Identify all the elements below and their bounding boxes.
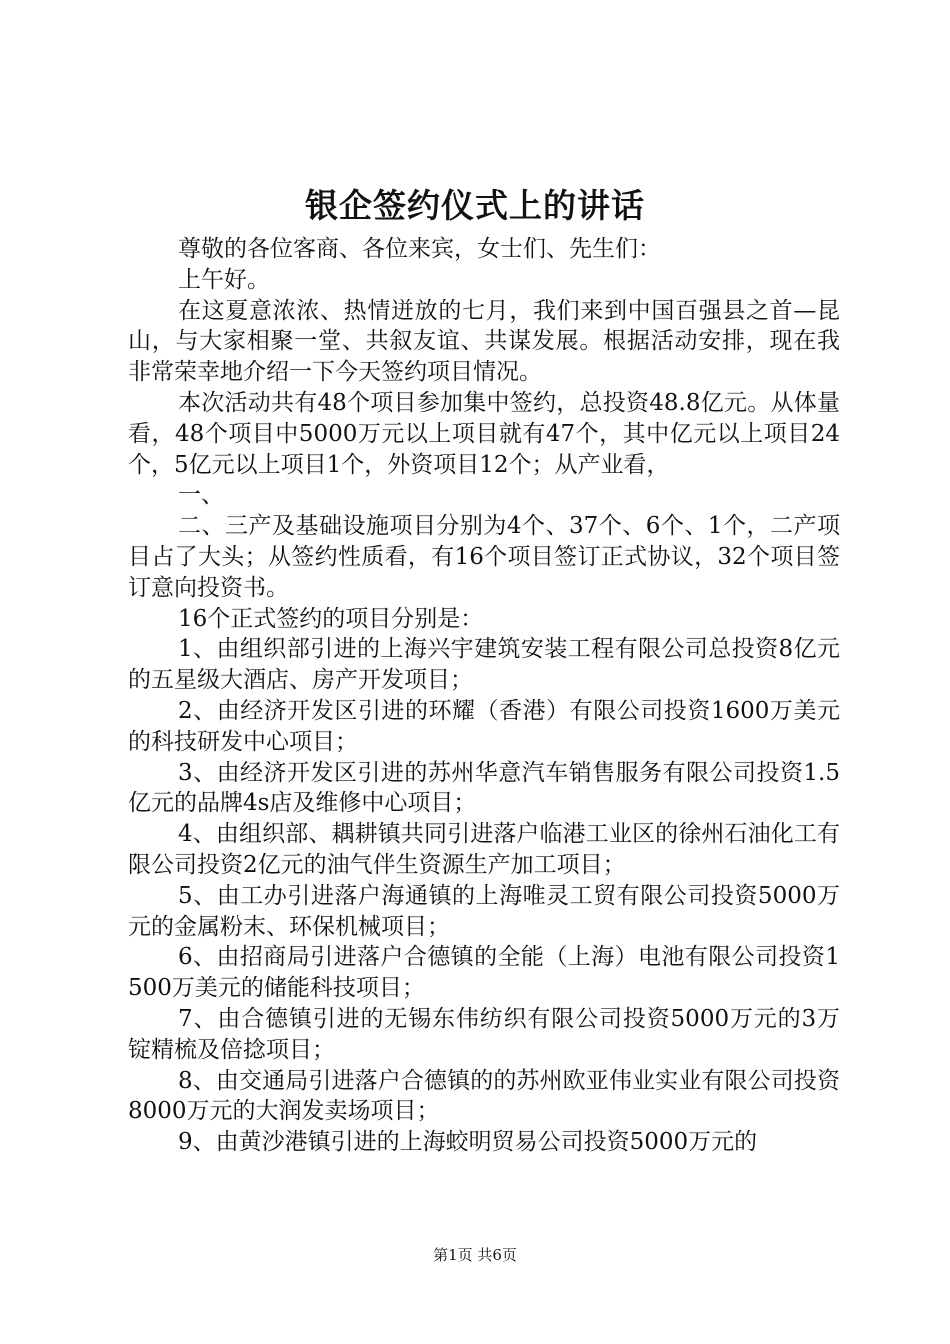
- project-item: 6、由招商局引进落户合德镇的全能（上海）电池有限公司投资1500万美元的储能科技项目；: [128, 944, 840, 1002]
- paragraph-first: 一、: [178, 482, 224, 509]
- project-item: 8、由交通局引进落户合德镇的的苏州欧亚伟业实业有限公司投资8000万元的大润发卖场项目；: [128, 1067, 840, 1125]
- paragraph-industries: 二、三产及基础设施项目分别为4个、37个、6个、1个，二产项目占了大头；从签约性质看，有16个项目签订正式协议，32个项目签订意向投资书。: [128, 513, 840, 601]
- project-item: 9、由黄沙港镇引进的上海蛟明贸易公司投资5000万元的: [178, 1129, 758, 1156]
- paragraph-intro: 在这夏意浓浓、热情迸放的七月，我们来到中国百强县之首—昆山，与大家相聚一堂、共叙友谊、共谋发展。根据活动安排，现在我非常荣幸地介绍一下今天签约项目情况。: [128, 297, 840, 386]
- paragraph-overview: 本次活动共有48个项目参加集中签约，总投资48.8亿元。从体量看，48个项目中5000万元以上项目就有47个，其中亿元以上项目24个，5亿元以上项目1个，外资项目12个；从产业看，: [128, 389, 840, 478]
- document-body: [128, 234, 840, 1158]
- project-item: 1、由组织部引进的上海兴宇建筑安装工程有限公司总投资8亿元的五星级大酒店、房产开发项目；: [128, 636, 840, 694]
- paragraph-formal-list-heading: 16个正式签约的项目分别是：: [178, 605, 484, 632]
- document-title: 银企签约仪式上的讲话: [305, 186, 645, 225]
- page-footer: 第1页 共6页: [433, 1246, 517, 1264]
- project-item: 4、由组织部、耦耕镇共同引进落户临港工业区的徐州石油化工有限公司投资2亿元的油气伴生资源生产加工项目；: [128, 821, 840, 878]
- salutation: 尊敬的各位客商、各位来宾，女士们、先生们：: [178, 236, 661, 262]
- project-item: 3、由经济开发区引进的苏州华意汽车销售服务有限公司投资1.5亿元的品牌4s店及维修中心项目；: [128, 759, 840, 817]
- project-item: 5、由工办引进落户海通镇的上海唯灵工贸有限公司投资5000万元的金属粉末、环保机械项目；: [128, 882, 840, 940]
- project-item: 2、由经济开发区引进的环耀（香港）有限公司投资1600万美元的科技研发中心项目；: [128, 697, 840, 755]
- greeting: 上午好。: [178, 266, 270, 293]
- project-item: 7、由合德镇引进的无锡东伟纺织有限公司投资5000万元的3万锭精梳及倍捻项目；: [128, 1005, 840, 1063]
